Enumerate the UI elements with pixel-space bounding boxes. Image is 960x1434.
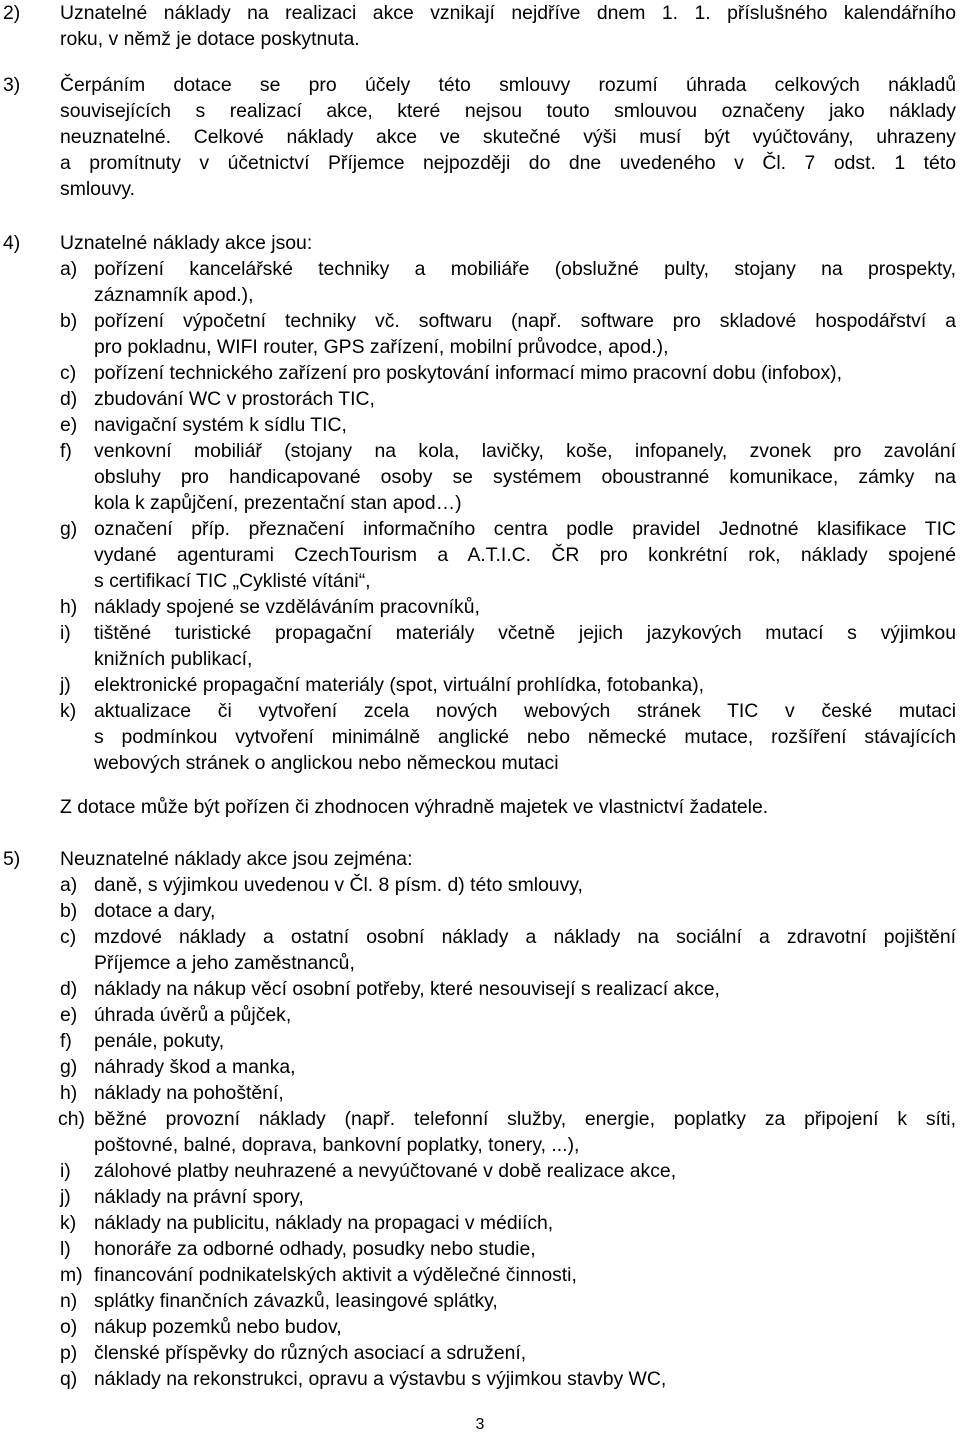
section-4 — [0, 230, 960, 776]
section-5 — [0, 846, 960, 1392]
item-label: e) — [60, 414, 78, 436]
paragraph-line: a promítnuty v účetnictví Příjemce nejpozději do dne uvedeného v Čl. 7 odst. 1 této — [60, 152, 956, 174]
item-label: ch) — [58, 1108, 85, 1130]
section-heading: Uznatelné náklady akce jsou: — [60, 232, 313, 254]
eligible-cost-list — [60, 256, 956, 776]
item-label: g) — [60, 518, 78, 540]
section-number: 4) — [3, 232, 21, 254]
item-label: f) — [60, 1030, 72, 1052]
item-label: o) — [60, 1316, 78, 1338]
list-item — [60, 620, 956, 672]
list-item — [60, 976, 956, 1002]
item-text-line: náklady na pohoštění, — [94, 1082, 284, 1104]
page-number: 3 — [475, 1416, 485, 1433]
item-text-line: penále, pokuty, — [94, 1030, 225, 1052]
list-item — [60, 672, 956, 698]
list-item — [60, 898, 956, 924]
list-item — [60, 412, 956, 438]
item-label: k) — [60, 1212, 77, 1234]
item-label: e) — [60, 1004, 78, 1026]
item-label: d) — [60, 978, 78, 1000]
paragraph-line: Uznatelné náklady na realizaci akce vznikají nejdříve dnem 1. 1. příslušného kalendářního — [60, 2, 956, 24]
ineligible-cost-list — [60, 872, 956, 1392]
item-text-line: členské příspěvky do různých asociací a sdružení, — [94, 1342, 527, 1364]
item-text-line: pořízení výpočetní techniky vč. softwaru (např. software pro skladové hospodářství a — [94, 310, 956, 332]
item-text-line: splátky finančních závazků, leasingové splátky, — [94, 1290, 498, 1312]
item-label: h) — [60, 1082, 78, 1104]
section-2 — [0, 0, 960, 52]
section-number: 5) — [3, 848, 21, 870]
item-label: i) — [60, 1160, 71, 1182]
list-item — [60, 516, 956, 594]
list-item — [60, 1002, 956, 1028]
item-label: f) — [60, 440, 72, 462]
item-text-line: pořízení technického zařízení pro poskytování informací mimo pracovní dobu (infobox), — [94, 362, 842, 384]
paragraph-line: roku, v němž je dotace poskytnuta. — [60, 28, 360, 50]
item-text-line: aktualizace či vytvoření zcela nových webových stránek TIC v české mutaci — [94, 700, 956, 722]
list-item — [60, 1340, 956, 1366]
item-label: q) — [60, 1368, 78, 1390]
item-text-line: běžné provozní náklady (např. telefonní služby, energie, poplatky za připojení k síti, — [94, 1108, 956, 1130]
item-label: d) — [60, 388, 78, 410]
list-item — [60, 1288, 956, 1314]
section-heading: Neuznatelné náklady akce jsou zejména: — [60, 848, 413, 870]
item-text-line: elektronické propagační materiály (spot, virtuální prohlídka, fotobanka), — [94, 674, 705, 696]
item-label: g) — [60, 1056, 78, 1078]
item-text-line: náklady na publicitu, náklady na propagaci v médiích, — [94, 1212, 554, 1234]
list-item — [60, 1366, 956, 1392]
paragraph-line: smlouvy. — [60, 178, 136, 200]
item-label: i) — [60, 622, 71, 644]
list-item — [60, 1106, 956, 1158]
item-label: l) — [60, 1238, 71, 1260]
list-item — [60, 698, 956, 776]
item-label: b) — [60, 900, 78, 922]
list-item — [60, 360, 956, 386]
list-item — [60, 1210, 956, 1236]
list-item — [60, 872, 956, 898]
item-text-line: vydané agenturami CzechTourism a A.T.I.C. ČR pro konkrétní rok, náklady spojené — [94, 544, 956, 566]
item-text-line: s podmínkou vytvoření minimálně anglické nebo německé mutace, rozšíření stávajících — [94, 726, 956, 748]
item-text-line: úhrada úvěrů a půjček, — [94, 1004, 292, 1026]
list-item — [60, 1314, 956, 1340]
item-label: p) — [60, 1342, 78, 1364]
section-number: 2) — [3, 2, 21, 24]
paragraph-line: neuznatelné. Celkové náklady akce ve skutečné výši musí být vyúčtovány, uhrazeny — [60, 126, 956, 148]
item-text-line: pořízení kancelářské techniky a mobiliáře (obslužné pulty, stojany na prospekty, — [94, 258, 956, 280]
item-text-line: záznamník apod.), — [94, 284, 254, 306]
paragraph-line: souvisejících s realizací akce, které nejsou touto smlouvou označeny jako náklady — [60, 100, 956, 122]
item-text-line: tištěné turistické propagační materiály včetně jejich jazykových mutací s výjimkou — [94, 622, 956, 644]
list-item — [60, 256, 956, 308]
list-item — [60, 308, 956, 360]
list-item — [60, 1262, 956, 1288]
item-label: a) — [60, 258, 78, 280]
item-text-line: financování podnikatelských aktivit a výdělečné činnosti, — [94, 1264, 577, 1286]
item-text-line: obsluhy pro handicapované osoby se systémem oboustranné komunikace, zámky na — [94, 466, 956, 488]
list-item — [60, 1080, 956, 1106]
item-text-line: pro pokladnu, WIFI router, GPS zařízení, mobilní průvodce, apod.), — [94, 336, 669, 358]
list-item — [60, 1236, 956, 1262]
paragraph-line: Čerpáním dotace se pro účely této smlouvy rozumí úhrada celkových nákladů — [60, 74, 956, 96]
item-text-line: honoráře za odborné odhady, posudky nebo studie, — [94, 1238, 536, 1260]
item-label: c) — [60, 362, 77, 384]
list-item — [60, 1158, 956, 1184]
item-text-line: náklady spojené se vzděláváním pracovníků, — [94, 596, 480, 618]
list-item — [60, 438, 956, 516]
item-text-line: Příjemce a jeho zaměstnanců, — [94, 952, 355, 974]
item-text-line: zbudování WC v prostorách TIC, — [94, 388, 375, 410]
ownership-note: Z dotace může být pořízen či zhodnocen výhradně majetek ve vlastnictví žadatele. — [60, 796, 769, 818]
list-item — [60, 1054, 956, 1080]
list-item — [60, 386, 956, 412]
item-text-line: zálohové platby neuhrazené a nevyúčtované v době realizace akce, — [94, 1160, 677, 1182]
item-label: n) — [60, 1290, 78, 1312]
item-text-line: náklady na nákup věcí osobní potřeby, které nesouvisejí s realizací akce, — [94, 978, 720, 1000]
item-label: m) — [60, 1264, 83, 1286]
item-label: a) — [60, 874, 78, 896]
section-3 — [0, 72, 960, 202]
item-text-line: poštovné, balné, doprava, bankovní poplatky, tonery, ...), — [94, 1134, 580, 1156]
item-text-line: kola k zapůjčení, prezentační stan apod…) — [94, 492, 462, 514]
item-text-line: mzdové náklady a ostatní osobní náklady a náklady na sociální a zdravotní pojištění — [94, 926, 956, 948]
item-text-line: dotace a dary, — [94, 900, 216, 922]
item-text-line: nákup pozemků nebo budov, — [94, 1316, 342, 1338]
list-item — [60, 1184, 956, 1210]
list-item — [60, 924, 956, 976]
item-text-line: navigační systém k sídlu TIC, — [94, 414, 347, 436]
item-text-line: s certifikací TIC „Cyklisté vítáni“, — [94, 570, 371, 592]
item-label: h) — [60, 596, 78, 618]
item-label: k) — [60, 700, 77, 722]
item-text-line: náhrady škod a manka, — [94, 1056, 296, 1078]
item-label: j) — [60, 1186, 71, 1208]
item-text-line: venkovní mobiliář (stojany na kola, lavičky, koše, infopanely, zvonek pro zavolání — [94, 440, 956, 462]
list-item — [60, 594, 956, 620]
item-text-line: označení příp. přeznačení informačního centra podle pravidel Jednotné klasifikace TIC — [94, 518, 956, 540]
item-text-line: náklady na právní spory, — [94, 1186, 304, 1208]
item-text-line: knižních publikací, — [94, 648, 253, 670]
item-text-line: náklady na rekonstrukci, opravu a výstavbu s výjimkou stavby WC, — [94, 1368, 667, 1390]
section-number: 3) — [3, 74, 21, 96]
item-text-line: daně, s výjimkou uvedenou v Čl. 8 písm. d) této smlouvy, — [94, 874, 583, 896]
list-item — [60, 1028, 956, 1054]
item-text-line: webových stránek o anglickou nebo německou mutaci — [94, 752, 559, 774]
item-label: b) — [60, 310, 78, 332]
item-label: j) — [60, 674, 71, 696]
item-label: c) — [60, 926, 77, 948]
